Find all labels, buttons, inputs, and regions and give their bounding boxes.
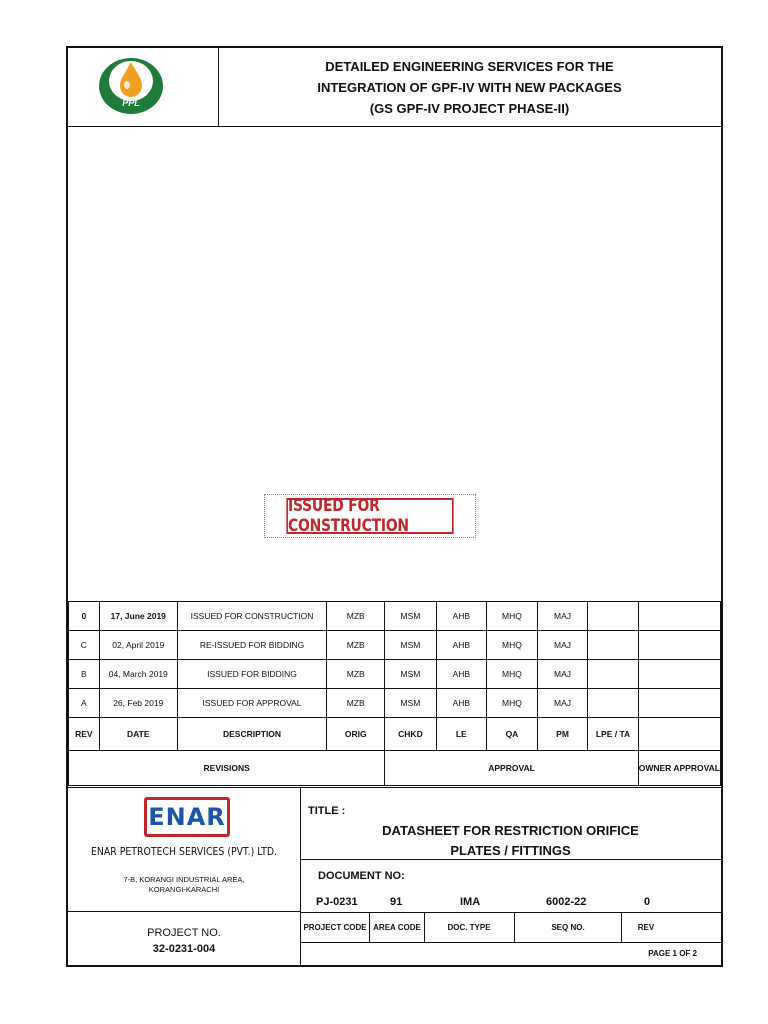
revision-row — [69, 660, 721, 689]
area-code-caption: AREA CODE — [373, 923, 421, 932]
qa-cell: MHQ — [487, 660, 538, 689]
empty-cell — [638, 602, 720, 631]
title-label: TITLE : — [308, 805, 346, 817]
header-pm: PM — [537, 718, 587, 751]
codes-top-border — [300, 912, 721, 913]
title-divider — [300, 859, 721, 860]
header-le: LE — [436, 718, 487, 751]
chkd-cell: MSM — [385, 602, 436, 631]
header-rev: REV — [69, 718, 100, 751]
date-cell: 04, March 2019 — [99, 660, 177, 689]
rev-cell: A — [69, 689, 100, 718]
empty-cell — [588, 602, 638, 631]
approval-label: APPROVAL — [385, 751, 638, 786]
pm-cell: MAJ — [537, 631, 587, 660]
project-title-line-1: DETAILED ENGINEERING SERVICES FOR THE — [325, 58, 614, 74]
le-cell: AHB — [436, 660, 487, 689]
ppl-logo — [68, 48, 218, 126]
rev-value: 0 — [644, 896, 651, 908]
document-title-line-2: PLATES / FITTINGS — [450, 843, 571, 858]
date-cell: 17, June 2019 — [99, 602, 177, 631]
date-cell: 02, April 2019 — [99, 631, 177, 660]
project-title — [218, 48, 721, 126]
title-block-top-border — [68, 787, 721, 788]
revision-table — [68, 601, 721, 786]
empty-cell — [588, 631, 638, 660]
enar-logo — [144, 797, 230, 837]
revision-row — [69, 631, 721, 660]
qa-cell: MHQ — [487, 602, 538, 631]
title-block — [68, 787, 721, 967]
orig-cell: MZB — [327, 631, 385, 660]
document-sheet — [66, 46, 723, 967]
header-lpe-ta: LPE / TA — [588, 718, 638, 751]
header-orig: ORIG — [327, 718, 385, 751]
le-cell: AHB — [436, 602, 487, 631]
revision-row — [69, 689, 721, 718]
empty-cell — [588, 689, 638, 718]
rev-cell: 0 — [69, 602, 100, 631]
document-title-line-1: DATASHEET FOR RESTRICTION ORIFICE — [382, 823, 639, 838]
date-cell: 26, Feb 2019 — [99, 689, 177, 718]
header-chkd: CHKD — [385, 718, 436, 751]
revision-row — [69, 602, 721, 631]
revision-footer-row — [69, 751, 721, 786]
description-cell: ISSUED FOR APPROVAL — [177, 689, 326, 718]
project-no: 32-0231-004 — [152, 943, 216, 955]
description-cell: ISSUED FOR BIDDING — [177, 660, 326, 689]
project-code-caption: PROJECT CODE — [303, 923, 367, 932]
issued-stamp-text: ISSUED FOR CONSTRUCTION — [286, 498, 453, 534]
owner-approval-label: OWNER APPROVAL — [638, 751, 720, 786]
project-code-value: PJ-0231 — [316, 896, 358, 908]
doc-type-caption: DOC. TYPE — [447, 923, 491, 932]
project-title-line-3: (GS GPF-IV PROJECT PHASE-II) — [369, 100, 570, 116]
company-address-line-1: 7-B, KORANGI INDUSTRIAL AREA, — [123, 875, 245, 884]
orig-cell: MZB — [327, 689, 385, 718]
header-description: DESCRIPTION — [177, 718, 326, 751]
revisions-label: REVISIONS — [69, 751, 385, 786]
empty-cell — [638, 660, 720, 689]
empty-cell — [588, 660, 638, 689]
document-title — [300, 821, 721, 861]
codes-col-divider — [621, 912, 622, 942]
rev-cell: B — [69, 660, 100, 689]
company-name: ENAR PETROTECH SERVICES (PVT.) LTD. — [90, 845, 278, 858]
chkd-cell: MSM — [385, 689, 436, 718]
empty-cell — [638, 631, 720, 660]
company-address-line-2: KORANGI-KARACHI — [148, 885, 220, 894]
qa-cell: MHQ — [487, 689, 538, 718]
company-address — [68, 875, 300, 895]
seq-no-value: 6002-22 — [546, 896, 587, 908]
seq-no-caption: SEQ NO. — [551, 923, 585, 932]
empty-cell — [638, 718, 720, 751]
document-no-label: DOCUMENT NO: — [318, 870, 405, 882]
title-block-divider — [300, 787, 301, 967]
codes-bottom-border — [300, 942, 721, 943]
orig-cell: MZB — [327, 660, 385, 689]
project-no-label: PROJECT NO. — [147, 927, 221, 939]
le-cell: AHB — [436, 689, 487, 718]
orig-cell: MZB — [327, 602, 385, 631]
le-cell: AHB — [436, 631, 487, 660]
rev-cell: C — [69, 631, 100, 660]
page-number: PAGE 1 OF 2 — [648, 949, 697, 958]
chkd-cell: MSM — [385, 631, 436, 660]
doc-type-value: IMA — [460, 896, 481, 908]
pm-cell: MAJ — [537, 602, 587, 631]
issued-stamp — [264, 494, 476, 538]
company-divider — [68, 911, 300, 912]
header-date: DATE — [99, 718, 177, 751]
description-cell: RE-ISSUED FOR BIDDING — [177, 631, 326, 660]
rev-caption: REV — [637, 923, 655, 932]
ppl-logo-text: PPL — [122, 98, 140, 108]
revision-header-row — [69, 718, 721, 751]
qa-cell: MHQ — [487, 631, 538, 660]
area-code-value: 91 — [390, 896, 403, 908]
pm-cell: MAJ — [537, 689, 587, 718]
description-cell: ISSUED FOR CONSTRUCTION — [177, 602, 326, 631]
header-qa: QA — [487, 718, 538, 751]
pm-cell: MAJ — [537, 660, 587, 689]
empty-cell — [638, 689, 720, 718]
header-divider — [68, 126, 721, 127]
chkd-cell: MSM — [385, 660, 436, 689]
ppl-logo-cell — [68, 48, 219, 126]
enar-logo-text: ENAR — [148, 803, 226, 831]
project-title-line-2: INTEGRATION OF GPF-IV WITH NEW PACKAGES — [317, 79, 622, 95]
